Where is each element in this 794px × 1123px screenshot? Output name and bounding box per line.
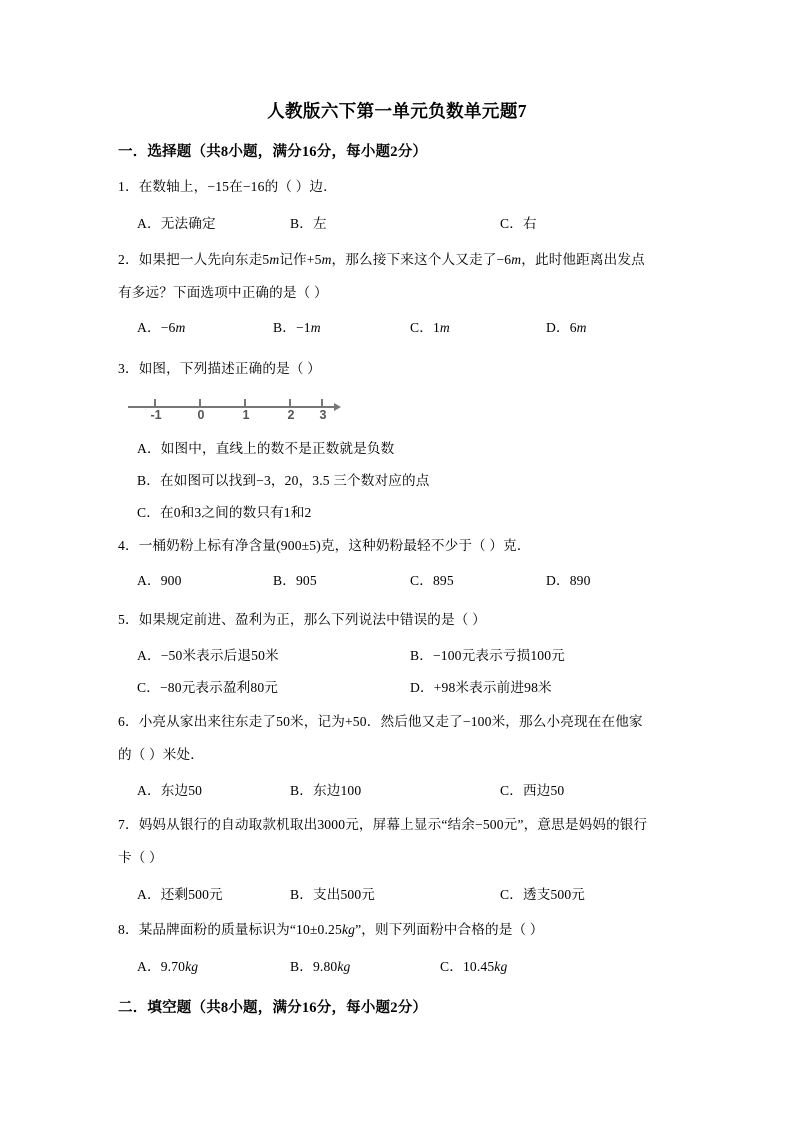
- question-3-option-a[interactable]: A．如图中，直线上的数不是正数就是负数: [137, 441, 395, 456]
- question-1-option-c[interactable]: C．右: [500, 216, 537, 231]
- number-line-label: 0: [197, 408, 205, 422]
- question-4-option-c[interactable]: C．895: [410, 573, 454, 588]
- question-6-option-a[interactable]: A．东边50: [137, 783, 203, 798]
- question-2-option-a-unit: m: [175, 320, 186, 335]
- page-title: 人教版六下第一单元负数单元题7: [267, 101, 527, 121]
- question-6-option-b[interactable]: B．东边100: [290, 783, 362, 798]
- question-1-option-a[interactable]: A．无法确定: [137, 216, 216, 231]
- question-3-option-c[interactable]: C．在0和3之间的数只有1和2: [137, 505, 312, 520]
- question-2-stem-text-d: ，此时他距离出发点: [521, 252, 645, 267]
- question-6-option-c[interactable]: C．西边50: [500, 783, 565, 798]
- section-heading-choice: 一．选择题（共8小题，满分16分，每小题2分）: [118, 144, 428, 160]
- question-4-option-d[interactable]: D．890: [546, 573, 591, 588]
- question-5-option-d[interactable]: D．+98米表示前进98米: [410, 680, 552, 695]
- question-2-stem-line2: 有多远？下面选项中正确的是（ ）: [118, 285, 328, 300]
- number-line-label: -1: [150, 408, 162, 422]
- question-2-stem-line1: [118, 248, 645, 268]
- question-5-option-a[interactable]: A．−50米表示后退50米: [137, 648, 279, 663]
- question-8-option-a-unit: kg: [185, 959, 199, 974]
- question-8-option-a-text: A．9.70: [137, 959, 186, 974]
- question-2-stem-text-c: ，那么接下来这个人又走了−6: [331, 252, 512, 267]
- question-8-option-c-unit: kg: [494, 959, 508, 974]
- question-2-unit-3: m: [511, 252, 522, 267]
- question-2-option-d-unit: m: [576, 320, 587, 335]
- question-1-option-b[interactable]: B．左: [290, 216, 327, 231]
- number-line-label: 1: [242, 408, 250, 422]
- question-3-option-b[interactable]: B．在如图可以找到−3，20，3.5 三个数对应的点: [137, 473, 430, 488]
- number-line-tick: [289, 399, 291, 407]
- question-8-stem-text-a: 8．某品牌面粉的质量标识为“10±0.25: [118, 922, 342, 937]
- question-2-option-a-text: A．−6: [137, 320, 176, 335]
- question-3-stem: 3．如图，下列描述正确的是（ ）: [118, 361, 321, 376]
- number-line-tick: [244, 399, 246, 407]
- question-4-stem: 4．一桶奶粉上标有净含量(900±5)克，这种奶粉最轻不少于（ ）克．: [118, 538, 531, 553]
- question-8-option-b-unit: kg: [337, 959, 351, 974]
- question-7-option-c[interactable]: C．透支500元: [500, 887, 586, 902]
- question-8-option-b-text: B．9.80: [290, 959, 338, 974]
- question-4-option-a[interactable]: A．900: [137, 573, 182, 588]
- number-line-arrow-icon: [334, 403, 341, 411]
- question-2-option-c-unit: m: [439, 320, 450, 335]
- question-5-option-b[interactable]: B．−100元表示亏损100元: [410, 648, 565, 663]
- question-6-stem-line1: 6．小亮从家出来往东走了50米，记为+50．然后他又走了−100米，那么小亮现在在他家: [118, 714, 643, 729]
- question-2-option-b-unit: m: [310, 320, 321, 335]
- question-2-unit-1: m: [269, 252, 280, 267]
- question-2-option-d[interactable]: [546, 316, 587, 336]
- question-5-option-c[interactable]: C．−80元表示盈利80元: [137, 680, 279, 695]
- question-5-stem: 5．如果规定前进、盈利为正，那么下列说法中错误的是（ ）: [118, 612, 486, 627]
- question-2-option-d-text: D．6: [546, 320, 577, 335]
- question-1-stem: 1．在数轴上，−15在−16的（ ）边．: [118, 179, 337, 194]
- number-line-tick: [321, 399, 323, 407]
- question-2-stem-text-b: 记作+5: [279, 252, 322, 267]
- question-7-option-a[interactable]: A．还剩500元: [137, 887, 223, 902]
- question-7-option-b[interactable]: B．支出500元: [290, 887, 376, 902]
- question-2-option-c[interactable]: [410, 316, 450, 336]
- number-line-label: 2: [287, 408, 295, 422]
- number-line-tick: [199, 399, 201, 407]
- question-2-unit-2: m: [321, 252, 332, 267]
- question-8-option-b[interactable]: [290, 955, 351, 975]
- question-2-stem-text-a: 2．如果把一人先向东走5: [118, 252, 270, 267]
- question-4-option-b[interactable]: B．905: [273, 573, 317, 588]
- section-heading-fill-blank: 二．填空题（共8小题，满分16分，每小题2分）: [118, 1000, 428, 1016]
- question-7-stem-line2: 卡（ ）: [118, 850, 163, 865]
- question-6-stem-line2: 的（ ）米处．: [118, 747, 205, 762]
- question-2-option-a[interactable]: [137, 316, 185, 336]
- question-8-stem-text-b: ”，则下列面粉中合格的是（ ）: [355, 922, 544, 937]
- number-line-figure: [128, 392, 350, 424]
- number-line-tick: [154, 399, 156, 407]
- question-2-option-b[interactable]: [273, 316, 321, 336]
- question-8-stem: [118, 918, 544, 938]
- number-line-label: 3: [319, 408, 327, 422]
- question-8-option-a[interactable]: [137, 955, 198, 975]
- question-7-stem-line1: 7．妈妈从银行的自动取款机取出3000元，屏幕上显示“结余−500元”，意思是妈妈的银行: [118, 817, 648, 832]
- question-8-option-c[interactable]: [440, 955, 507, 975]
- question-2-option-c-text: C．1: [410, 320, 440, 335]
- question-8-option-c-text: C．10.45: [440, 959, 495, 974]
- question-2-option-b-text: B．−1: [273, 320, 311, 335]
- question-8-unit: kg: [341, 922, 356, 937]
